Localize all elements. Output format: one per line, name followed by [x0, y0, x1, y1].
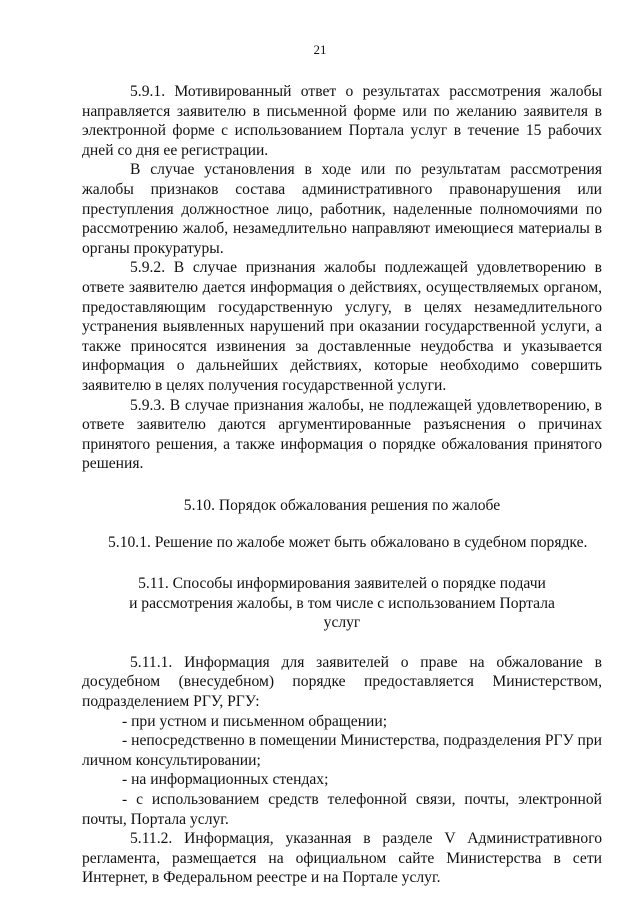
paragraph-5-9-1-prosecution: В случае установления в ходе или по результатам рассмотрения жалобы признаков состава административного правонарушения или преступления должностное лицо, работник, наделенные полномочиями по рассмотрению жалоб, незамедлительно направляют имеющиеся материалы в органы прокуратуры.	[82, 161, 602, 257]
list-item: - непосредственно в помещении Министерства, подразделения РГУ при личном консультировании;	[82, 732, 602, 769]
paragraph-5-11-2: 5.11.2. Информация, указанная в разделе V Административного регламента, размещается на официальном сайте Министерства в сети Интернет, в Федеральном реестре и на Портале услуг.	[82, 830, 602, 887]
list-item: - с использованием средств телефонной связи, почты, электронной почты, Портала услуг.	[82, 791, 602, 828]
paragraph-5-9-3: 5.9.3. В случае признания жалобы, не подлежащей удовлетворению, в ответе заявителю даются аргументированные разъяснения о причинах принятого решения, а также информация о порядке обжалования принятого решения.	[82, 396, 602, 473]
section-heading-5-11-line-1: 5.11. Способы информирования заявителей о порядке подачи	[138, 575, 546, 593]
paragraph-5-11-1: 5.11.1. Информация для заявителей о праве на обжалование в досудебном (внесудебном) порядке предоставляется Министерством, подразделением РГУ, РГУ:	[82, 653, 602, 711]
document-body	[82, 82, 602, 888]
section-heading-5-11-line-2: и рассмотрения жалобы, в том числе с использованием Портала	[129, 594, 555, 612]
section-heading-5-11	[82, 574, 602, 633]
paragraph-5-9-2: 5.9.2. В случае признания жалобы подлежащей удовлетворению в ответе заявителю дается информация о действиях, осуществляемых органом, предоставляющим государственную услугу, в целях незамедлительного устранения выявленных нарушений при оказании государственной услуги, а также приносятся извинения за доставленные неудобства и указывается информация о дальнейших действиях, которые необходимо совершить заявителю в целях получения государственной услуги.	[82, 259, 602, 394]
paragraph-5-10-1: 5.10.1. Решение по жалобе может быть обжаловано в судебном порядке.	[108, 534, 588, 552]
section-heading-5-10: 5.10. Порядок обжалования решения по жалобе	[183, 496, 501, 514]
list-item: - при устном и письменном обращении;	[122, 712, 388, 730]
paragraph-5-9-1: 5.9.1. Мотивированный ответ о результатах рассмотрения жалобы направляется заявителю в письменной форме или по желанию заявителя в электронной форме с использованием Портала услуг в течение 15 рабочих дней со дня ее регистрации.	[82, 83, 602, 159]
page-number: 21	[313, 42, 327, 57]
section-heading-5-11-line-3: услуг	[323, 614, 361, 632]
list-item: - на информационных стендах;	[122, 771, 329, 789]
